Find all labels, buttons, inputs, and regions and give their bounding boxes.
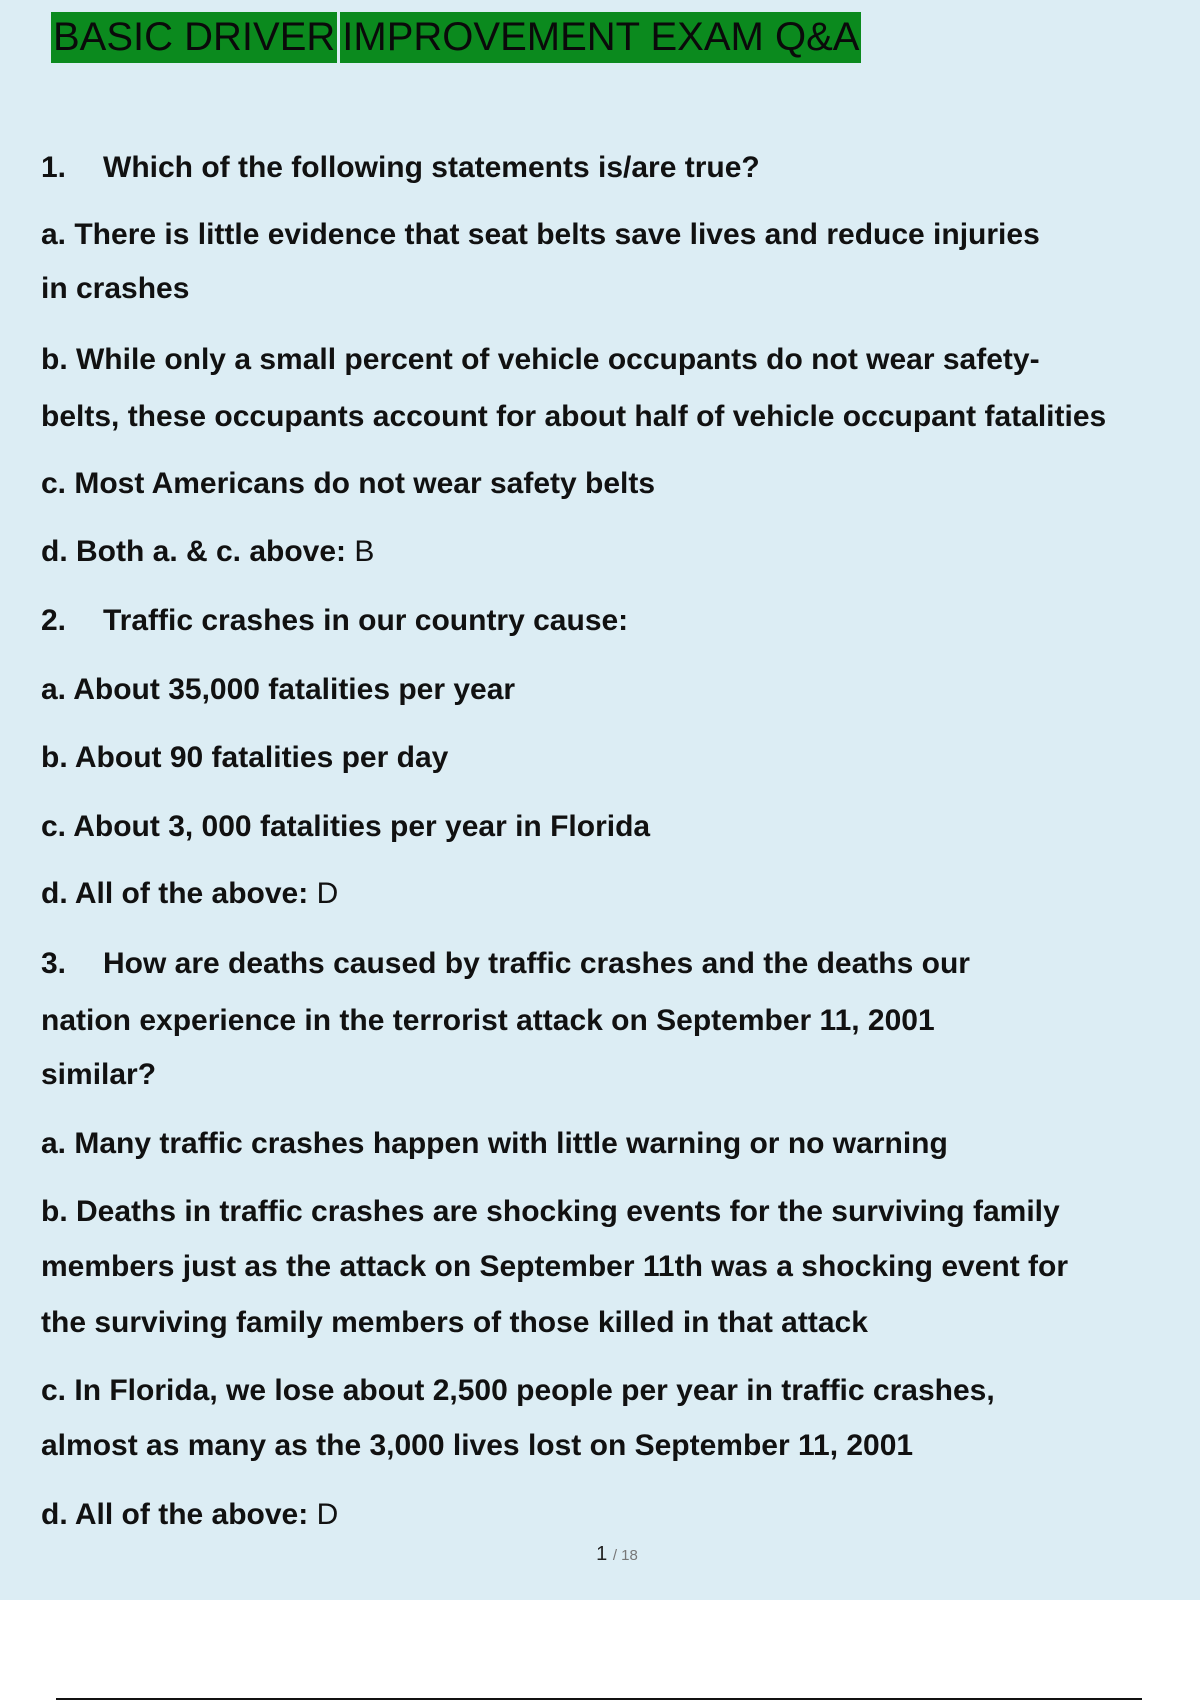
option-2a: a. About 35,000 fatalities per year [41, 673, 516, 706]
answer-key: B [346, 535, 375, 568]
answer-key: D [308, 877, 339, 910]
question-number: 2. [41, 604, 67, 637]
option-1d [41, 534, 374, 570]
option-2d [41, 876, 338, 912]
option-3b-line-1: b. Deaths in traffic crashes are shocking events for the surviving family [41, 1195, 1060, 1228]
option-3b-line-3: the surviving family members of those killed in that attack [41, 1306, 868, 1339]
title-part-1: BASIC DRIVER [51, 12, 337, 63]
option-1b-line-2: belts, these occupants account for about half of vehicle occupant fatalities [41, 400, 1107, 433]
option-1a-line-2: in crashes [41, 272, 190, 305]
option-3c-line-2: almost as many as the 3,000 lives lost on September 11, 2001 [41, 1429, 914, 1462]
option-text: d. Both a. & c. above: [41, 535, 347, 568]
question-number: 1. [41, 151, 67, 184]
option-3a: a. Many traffic crashes happen with little warning or no warning [41, 1127, 948, 1160]
question-text: Traffic crashes in our country cause: [103, 604, 629, 637]
option-1c: c. Most Americans do not wear safety belts [41, 467, 656, 500]
option-3b-line-2: members just as the attack on September 11th was a shocking event for [41, 1250, 1069, 1283]
current-page: 1 [596, 1543, 608, 1565]
question-2 [41, 603, 628, 639]
option-3d [41, 1497, 338, 1533]
option-2c: c. About 3, 000 fatalities per year in Florida [41, 810, 651, 843]
question-text: How are deaths caused by traffic crashes and the deaths our [103, 947, 970, 980]
option-1a-line-1: a. There is little evidence that seat belts save lives and reduce injuries [41, 218, 1040, 251]
question-3-line-2: nation experience in the terrorist attack on September 11, 2001 [41, 1004, 935, 1037]
page-indicator [0, 1543, 1200, 1566]
document-title [51, 12, 861, 63]
option-text: d. All of the above: [41, 1498, 309, 1531]
answer-key: D [308, 1498, 339, 1531]
title-part-2: IMPROVEMENT EXAM Q&A [340, 12, 861, 63]
option-2b: b. About 90 fatalities per day [41, 741, 449, 774]
option-text: d. All of the above: [41, 877, 309, 910]
question-3-line-3: similar? [41, 1058, 157, 1091]
option-1b-line-1: b. While only a small percent of vehicle occupants do not wear safety- [41, 343, 1040, 376]
total-pages: / 18 [612, 1547, 638, 1564]
question-text: Which of the following statements is/are true? [103, 151, 760, 184]
question-1 [41, 150, 760, 186]
question-3 [41, 946, 970, 982]
question-number: 3. [41, 947, 67, 980]
option-3c-line-1: c. In Florida, we lose about 2,500 people per year in traffic crashes, [41, 1374, 995, 1407]
